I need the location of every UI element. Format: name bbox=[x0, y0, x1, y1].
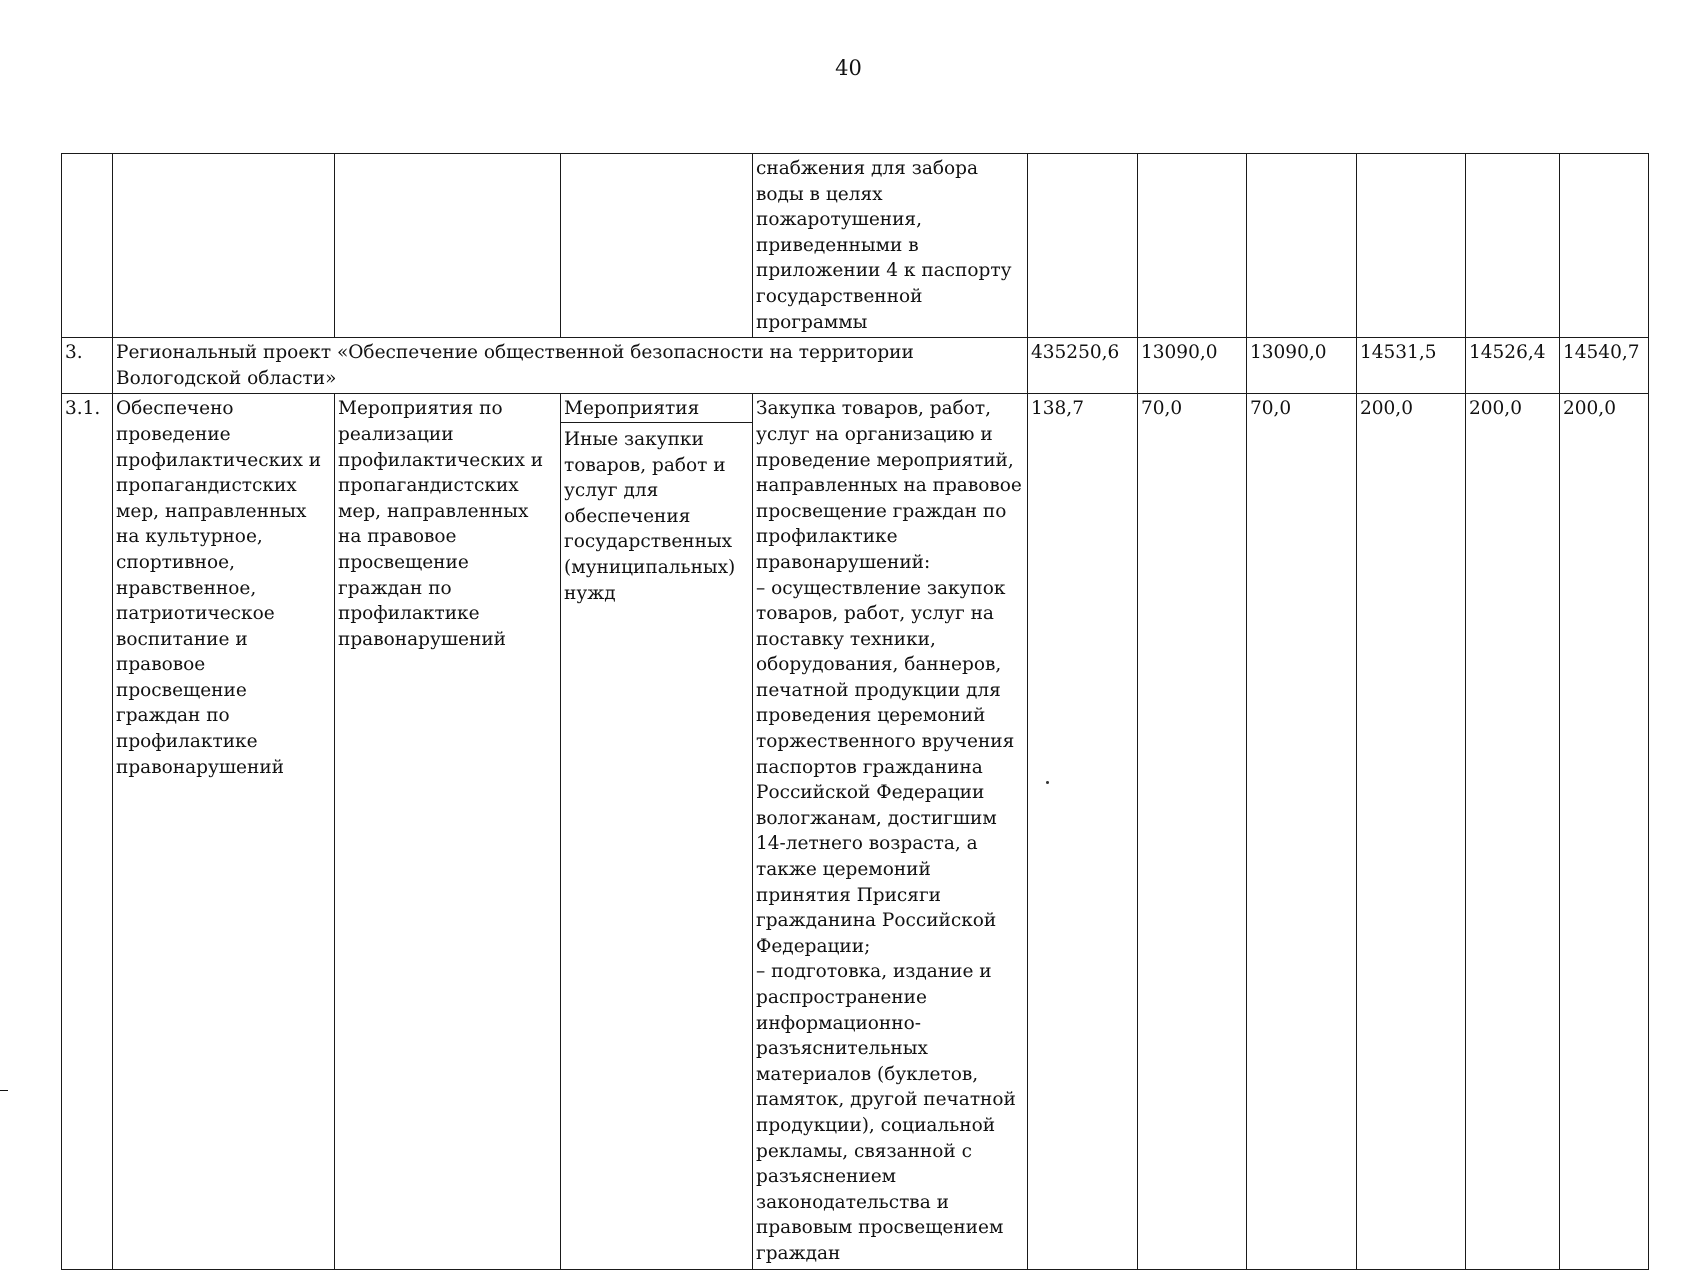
cell-empty bbox=[1466, 154, 1560, 338]
cell-empty bbox=[62, 154, 113, 338]
cell-empty bbox=[1357, 154, 1466, 338]
scan-artifact-dot bbox=[1046, 781, 1049, 784]
cell-empty bbox=[335, 154, 561, 338]
continuation-description: снабжения для забора воды в целях пожаротушения, приведенными в приложении 4 к паспорту государственной программы bbox=[753, 154, 1028, 338]
activity-type-cell bbox=[561, 394, 753, 1269]
value-cell: 70,0 bbox=[1138, 394, 1247, 1269]
cell-empty bbox=[1028, 154, 1138, 338]
value-cell: 200,0 bbox=[1560, 394, 1649, 1269]
value-cell: 200,0 bbox=[1357, 394, 1466, 1269]
value-cell: 13090,0 bbox=[1247, 338, 1357, 394]
table-row-regional-project bbox=[62, 338, 1649, 394]
value-cell: 435250,6 bbox=[1028, 338, 1138, 394]
cell-empty bbox=[1138, 154, 1247, 338]
cell-empty bbox=[1247, 154, 1357, 338]
regional-project-title: Региональный проект «Обеспечение общественной безопасности на территории Вологодской области» bbox=[113, 338, 1028, 394]
budget-table bbox=[61, 153, 1649, 1270]
page-number: 40 bbox=[835, 56, 862, 80]
table-row-result bbox=[62, 394, 1649, 1269]
row-number: 3.1. bbox=[62, 394, 113, 1269]
activity-type-header: Мероприятия bbox=[561, 394, 752, 423]
result-description: Обеспечено проведение профилактических и пропагандистских мер, направленных на культурное, спортивное, нравственное, патриотическое воспитание и правовое просвещение граждан по профилактике правонарушений bbox=[113, 394, 335, 1269]
activity-description: Мероприятия по реализации профилактических и пропагандистских мер, направленных на правовое просвещение граждан по профилактике правонарушений bbox=[335, 394, 561, 1269]
row-number: 3. bbox=[62, 338, 113, 394]
activity-type-detail: Иные закупки товаров, работ и услуг для обеспечения государственных (муниципальных) нужд bbox=[564, 428, 736, 604]
value-cell: 14526,4 bbox=[1466, 338, 1560, 394]
table-row-continuation bbox=[62, 154, 1649, 338]
cell-empty bbox=[113, 154, 335, 338]
cell-empty bbox=[561, 154, 753, 338]
cell-empty bbox=[1560, 154, 1649, 338]
margin-mark bbox=[0, 1090, 8, 1091]
value-cell: 13090,0 bbox=[1138, 338, 1247, 394]
value-cell: 70,0 bbox=[1247, 394, 1357, 1269]
value-cell: 138,7 bbox=[1028, 394, 1138, 1269]
procurement-description: Закупка товаров, работ, услуг на организацию и проведение мероприятий, направленных на правовое просвещение граждан по профилактике правонарушений: – осуществление закупок товаров, работ, услуг на поставку техники, оборудования, баннеров, печатной продукции для проведения церемоний торжественного вручения паспортов гражданина Российской Федерации вологжанам, достигшим 14-летнего возраста, а также церемоний принятия Присяги гражданина Российской Федерации; – подготовка, издание и распространение информационно-разъяснительных материалов (буклетов, памяток, другой печатной продукции), социальной рекламы, связанной с разъяснением законодательства и правовым просвещением граждан bbox=[753, 394, 1028, 1269]
value-cell: 200,0 bbox=[1466, 394, 1560, 1269]
value-cell: 14540,7 bbox=[1560, 338, 1649, 394]
value-cell: 14531,5 bbox=[1357, 338, 1466, 394]
